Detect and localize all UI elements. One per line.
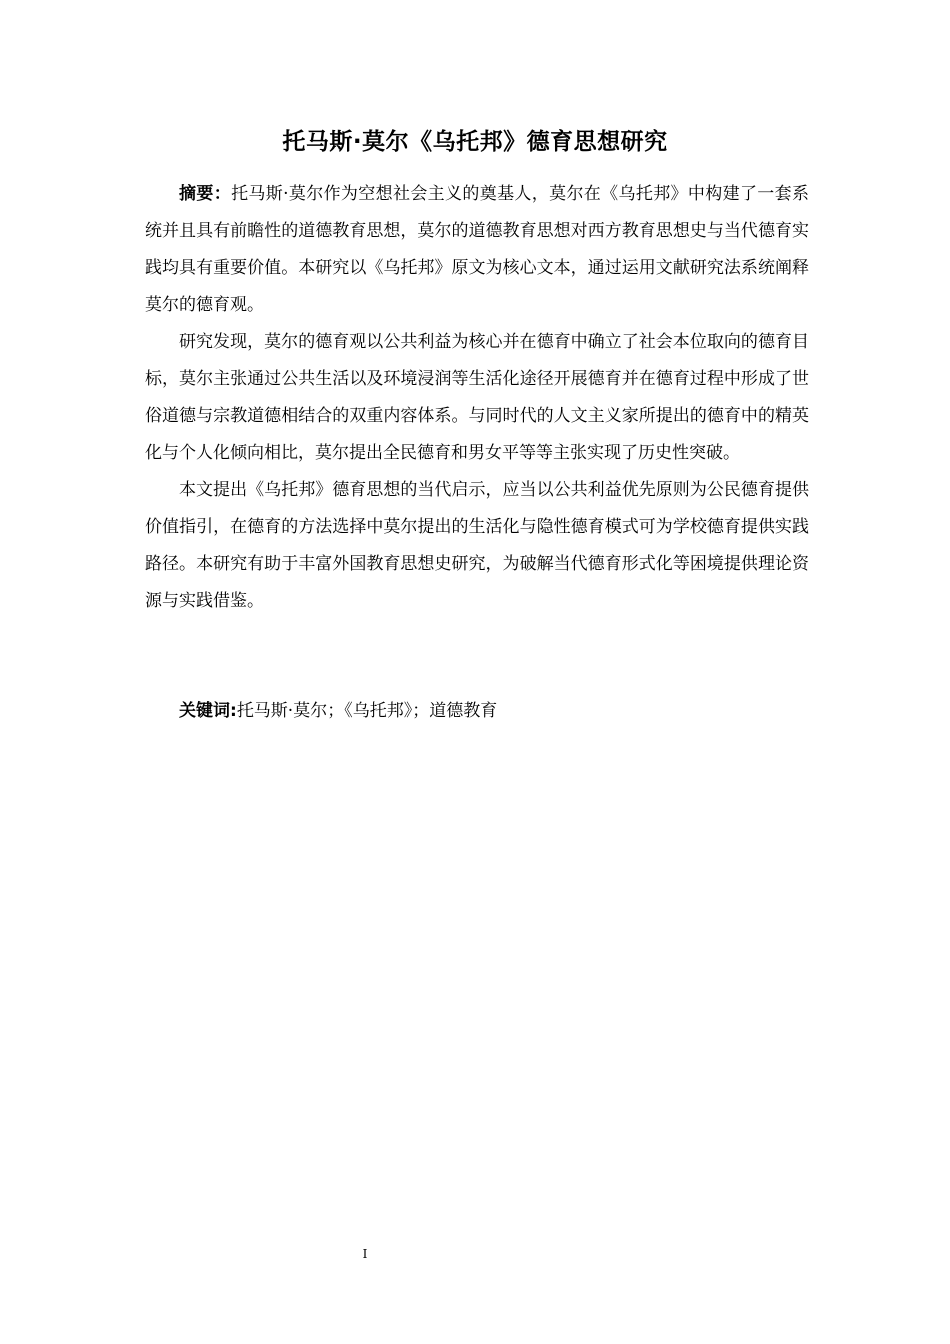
abstract-paragraph-2: 研究发现，莫尔的德育观以公共利益为核心并在德育中确立了社会本位取向的德育目标，莫尔主张通过公共生活以及环境浸润等生活化途径开展德育并在德育过程中形成了世俗道德与宗教道德相结合的双重内容体系。与同时代的人文主义家所提出的德育中的精英化与个人化倾向相比，莫尔提出全民德育和男女平等等主张实现了历史性突破。 [145,332,809,463]
abstract-label: 摘要： [179,184,232,204]
page-number: I [362,1247,368,1261]
abstract-paragraph-1 [145,176,809,324]
keywords-text: 托马斯·莫尔；《乌托邦》；道德教育 [236,701,498,721]
keywords-line [179,693,497,730]
abstract-paragraph-1-text: 托马斯·莫尔作为空想社会主义的奠基人，莫尔在《乌托邦》中构建了一套系统并且具有前瞻性的道德教育思想，莫尔的道德教育思想对西方教育思想史与当代德育实践均具有重要价值。本研究以《乌托邦》原文为核心文本，通过运用文献研究法系统阐释莫尔的德育观。 [145,184,810,315]
abstract-section [145,176,809,620]
abstract-paragraph-3: 本文提出《乌托邦》德育思想的当代启示，应当以公共利益优先原则为公民德育提供价值指引，在德育的方法选择中莫尔提出的生活化与隐性德育模式可为学校德育提供实践路径。本研究有助于丰富外国教育思想史研究，为破解当代德育形式化等困境提供理论资源与实践借鉴。 [145,480,809,611]
document-title: 托马斯·莫尔《乌托邦》德育思想研究 [282,129,668,155]
keywords-label: 关键词: [179,701,237,721]
